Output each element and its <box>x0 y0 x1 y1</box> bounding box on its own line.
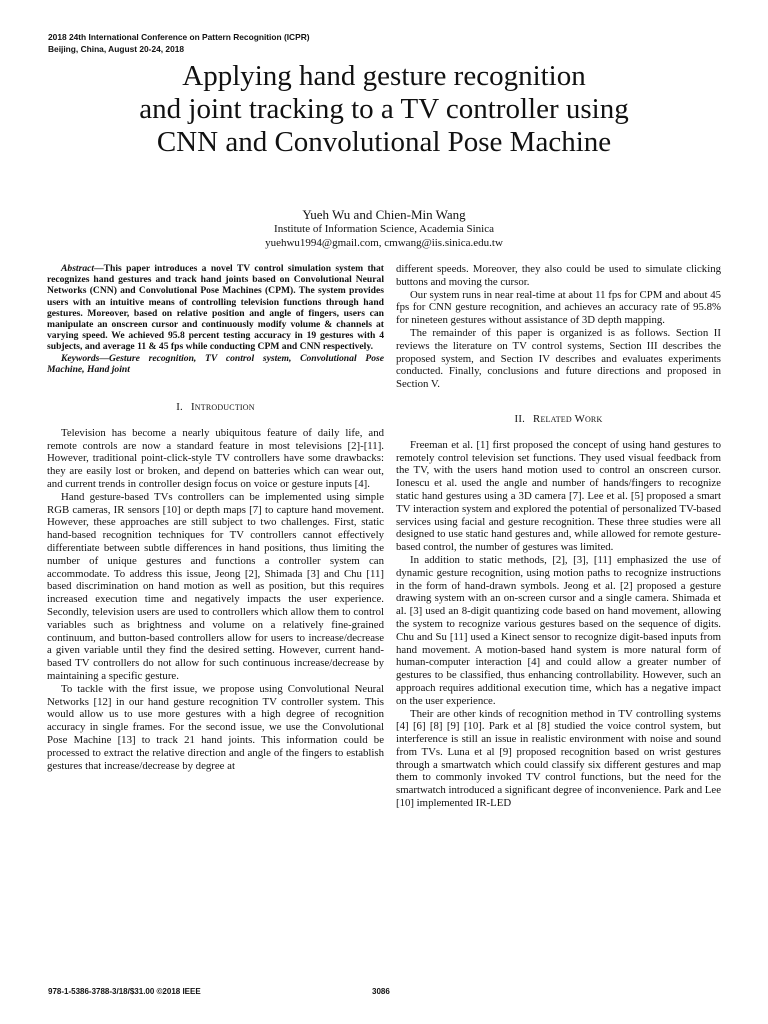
intro-paragraph: To tackle with the first issue, we propose using Convolutional Neural Networks [12] in our hand gesture recognition TV controller system. This would allow us to use more gestures with a high degree of recognition accuracy in single frames. For the second issue, we use the Convolutional Pose Machine [13] to track 21 hand joints. This information could be processed to extract the relative direction and angle of the fingers to establish gestures that increase/decrease by degree at <box>47 682 384 772</box>
intro-paragraph: Hand gesture-based TVs controllers can be implemented using simple RGB cameras, IR sensors [10] or depth maps [7] to capture hand movement. However, these approaches are still subject to two challenges. First, static hand-based recognition techniques for TV controllers cannot effectively differentiate between subtle differences in hand positions, thus limiting the number of unique gestures and functions a controller system can accommodate. To address this issue, Jeong [2], Shimada [3] and Chu [11] based discrimination on hand motion as well as position, but this requires increased execution time and negatively impacts the user experience. Secondly, television users are used to controllers which allow them to control variables such as brightness and volume on a relatively fine-grained continuum, and button-based controllers allow for users to increase/decrease a given variable until they find the desired setting. However, current hand-based TV controllers do not allow for such continuous increase/decrease by maintaining a specific gesture. <box>47 490 384 682</box>
abstract <box>47 263 384 353</box>
related-work-paragraph: In addition to static methods, [2], [3], [11] emphasized the use of dynamic gesture recognition, using motion paths to recognize instructions in the form of hand-drawn symbols. Jeong et al. [2] proposed a gesture drawing system with an on-screen cursor and a single camera. Shimada et al. [3] used an 8-digit quantizing code based on hand movement, allowing the system to recognize various gestures based on the sequence of digits. Chu and Su [11] used a Kinect sensor to recognize digit-based inputs from hand movement. A motion-based hand system is more natural form of human-computer interaction [4] and could allow a greater number of gestures to be classified, thus enhancing controllability. However, such an approach requires additional execution time, which has a negative impact on the user experience. <box>396 553 721 707</box>
intro-continued-paragraph: different speeds. Moreover, they also could be used to simulate clicking buttons and moving the cursor. <box>396 263 721 288</box>
conference-location: Beijing, China, August 20-24, 2018 <box>48 44 185 54</box>
title-line-2: and joint tracking to a TV controller using <box>139 93 629 125</box>
intro-paragraph: Television has become a nearly ubiquitous feature of daily life, and remote controls are now a standard feature in most televisions [2]-[11]. However, traditional point-click-style TV controllers have some drawbacks: they are easily lost or broken, and depend on batteries which can wear out, and current trends in controller design focus on voice or gesture inputs [4]. <box>47 426 384 491</box>
section-title: Related Work <box>533 412 603 425</box>
author-affiliation <box>0 222 768 250</box>
left-column <box>47 263 384 772</box>
related-work-paragraph: Their are other kinds of recognition method in TV controlling systems [4] [6] [8] [9] [10]. Park et al [8] studied the voice control system, but interference is still an issue in realistic environment with noise and sound from TVs. Luna et al [9] proposed recognition based on wrist gestures through a smartwatch which could classify six different gestures and map them to commonly invoked TV control functions, but the need for the smartwatch introduced a significant degree of inconvenience. Park and Lee [10] implemented IR-LED <box>396 707 721 810</box>
page-number: 3086 <box>372 987 390 996</box>
paper-title <box>40 60 728 159</box>
intro-paragraph: Our system runs in near real-time at about 11 fps for CPM and about 45 fps for CNN gesture recognition, and achieves an accuracy rate of 95.8% for nineteen gestures without assistance of 3D depth mapping. <box>396 288 721 327</box>
title-line-3: CNN and Convolutional Pose Machine <box>156 126 612 158</box>
section-heading-introduction <box>47 401 384 414</box>
author-emails: yuehwu1994@gmail.com, cmwang@iis.sinica.edu.tw <box>265 237 503 249</box>
intro-paragraph: The remainder of this paper is organized is as follows. Section II reviews the literature on TV control systems, Section III describes the proposed system, and Section IV describes and evaluates experiments conducted. Finally, conclusions and future directions and proposed in Section V. <box>396 326 721 391</box>
conference-header <box>48 31 310 55</box>
section-heading-related-work <box>396 413 721 426</box>
author-names: Yueh Wu and Chien-Min Wang <box>302 207 466 222</box>
keywords-label: Keywords <box>61 352 100 364</box>
copyright-footer: 978-1-5386-3788-3/18/$31.00 ©2018 IEEE <box>48 987 201 996</box>
institution: Institute of Information Science, Academia Sinica <box>274 223 494 235</box>
related-work-paragraph: Freeman et al. [1] first proposed the concept of using hand gestures to remotely control television set functions. They used visual feedback from the TV, with the users hand motion used to control an onscreen cursor. Ionescu et al. used the angle and number of hands/fingers to recognize static hand gestures using a 3D camera [7]. Lee et al. [5] proposed a smart TV interaction system and explored the potential of personalized TV-based services using facial and gesture recognition. These three studies were all designed to use static hand gestures and, while allowed for remote gesture-based control, the number of gestures was limited. <box>396 438 721 554</box>
abstract-label: Abstract <box>61 263 95 274</box>
keywords <box>47 353 384 375</box>
title-line-1: Applying hand gesture recognition <box>182 60 586 92</box>
keywords-text: —Gesture recognition, TV control system, Convolutional Pose Machine, Hand joint <box>47 352 384 375</box>
section-title: Introduction <box>190 401 255 414</box>
conference-name: 2018 24th International Conference on Pattern Recognition (ICPR) <box>48 32 310 42</box>
section-number: II. <box>514 412 526 425</box>
abstract-text: —This paper introduces a novel TV control simulation system that recognizes hand gestures and track hand joints based on Convolutional Neural Networks (CNN) and Convolutional Pose Machines (CPM). The system provides users with an intuitive means of controlling television functions through hand gestures. Moreover, based on relative position and angle of fingers, users can manipulate an onscreen cursor and continuously modify volume & channels at varying speed. We achieved 95.8 percent testing accuracy in 19 gestures with 4 subjects, and average 11 & 45 fps while conducting CPM and CNN respectively. <box>47 263 384 353</box>
section-number: I. <box>176 401 183 414</box>
right-column <box>396 263 721 810</box>
